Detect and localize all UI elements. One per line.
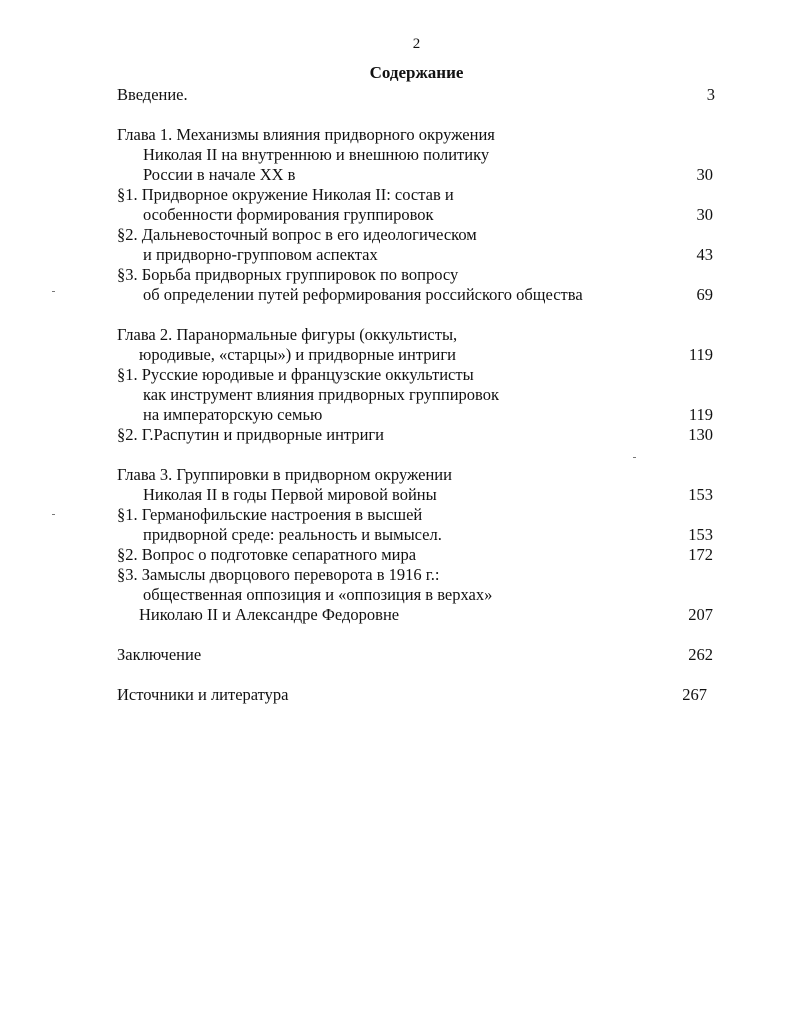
toc-page: 172 <box>688 545 713 564</box>
toc-line: России в начале XX в <box>143 165 296 184</box>
toc-line: Глава 1. Механизмы влияния придворного окружения <box>117 125 495 144</box>
scan-speck <box>633 457 636 458</box>
toc-line: общественная оппозиция и «оппозиция в верхах» <box>143 585 493 604</box>
toc-page: 43 <box>696 245 713 264</box>
toc-page: 207 <box>688 605 713 624</box>
toc-line: §1. Придворное окружение Николая II: состав и <box>117 185 454 204</box>
toc-page: 267 <box>682 685 707 704</box>
toc-page: 262 <box>688 645 713 664</box>
toc-page: 119 <box>688 345 713 364</box>
toc-page: 130 <box>688 425 713 444</box>
toc-line: Николая II в годы Первой мировой войны <box>143 485 437 504</box>
toc-line: особенности формирования группировок <box>143 205 434 224</box>
toc-line: Глава 3. Группировки в придворном окружении <box>117 465 452 484</box>
toc-line: и придворно-групповом аспектах <box>143 245 378 264</box>
page-title: Содержание <box>369 63 464 82</box>
toc-line: придворной среде: реальность и вымысел. <box>143 525 442 544</box>
scan-speck <box>52 291 55 292</box>
toc-line: Николаю II и Александре Федоровне <box>139 605 400 624</box>
toc-line: Николая II на внутреннюю и внешнюю политику <box>143 145 490 164</box>
toc-line: §2. Дальневосточный вопрос в его идеологическом <box>117 225 477 244</box>
toc-page: 30 <box>696 165 713 184</box>
toc-page: 119 <box>688 405 713 424</box>
toc-page: 3 <box>706 85 715 104</box>
toc-line: §3. Замыслы дворцового переворота в 1916 г.: <box>117 565 440 584</box>
toc-line: Введение. <box>117 85 188 104</box>
toc-line: на императорскую семью <box>143 405 323 424</box>
toc-line: об определении путей реформирования российского общества <box>143 285 583 304</box>
toc-line: Заключение <box>117 645 202 664</box>
toc-line: §1. Русские юродивые и французские оккультисты <box>117 365 474 384</box>
toc-page: 30 <box>696 205 713 224</box>
toc-line: §2. Вопрос о подготовке сепаратного мира <box>117 545 417 564</box>
toc-page: 153 <box>688 485 713 504</box>
toc-line: юродивые, «старцы») и придворные интриги <box>139 345 456 364</box>
scan-speck <box>52 514 55 515</box>
toc-page: 69 <box>696 285 713 304</box>
toc-line: §2. Г.Распутин и придворные интриги <box>117 425 385 444</box>
toc-line: Глава 2. Паранормальные фигуры (оккультисты, <box>117 325 458 344</box>
toc-line: Источники и литература <box>117 685 289 704</box>
toc-line: §3. Борьба придворных группировок по вопросу <box>117 265 459 284</box>
toc-page: 153 <box>688 525 713 544</box>
page-number: 2 <box>412 36 421 52</box>
toc-line: как инструмент влияния придворных группировок <box>143 385 499 404</box>
toc-line: §1. Германофильские настроения в высшей <box>117 505 423 524</box>
